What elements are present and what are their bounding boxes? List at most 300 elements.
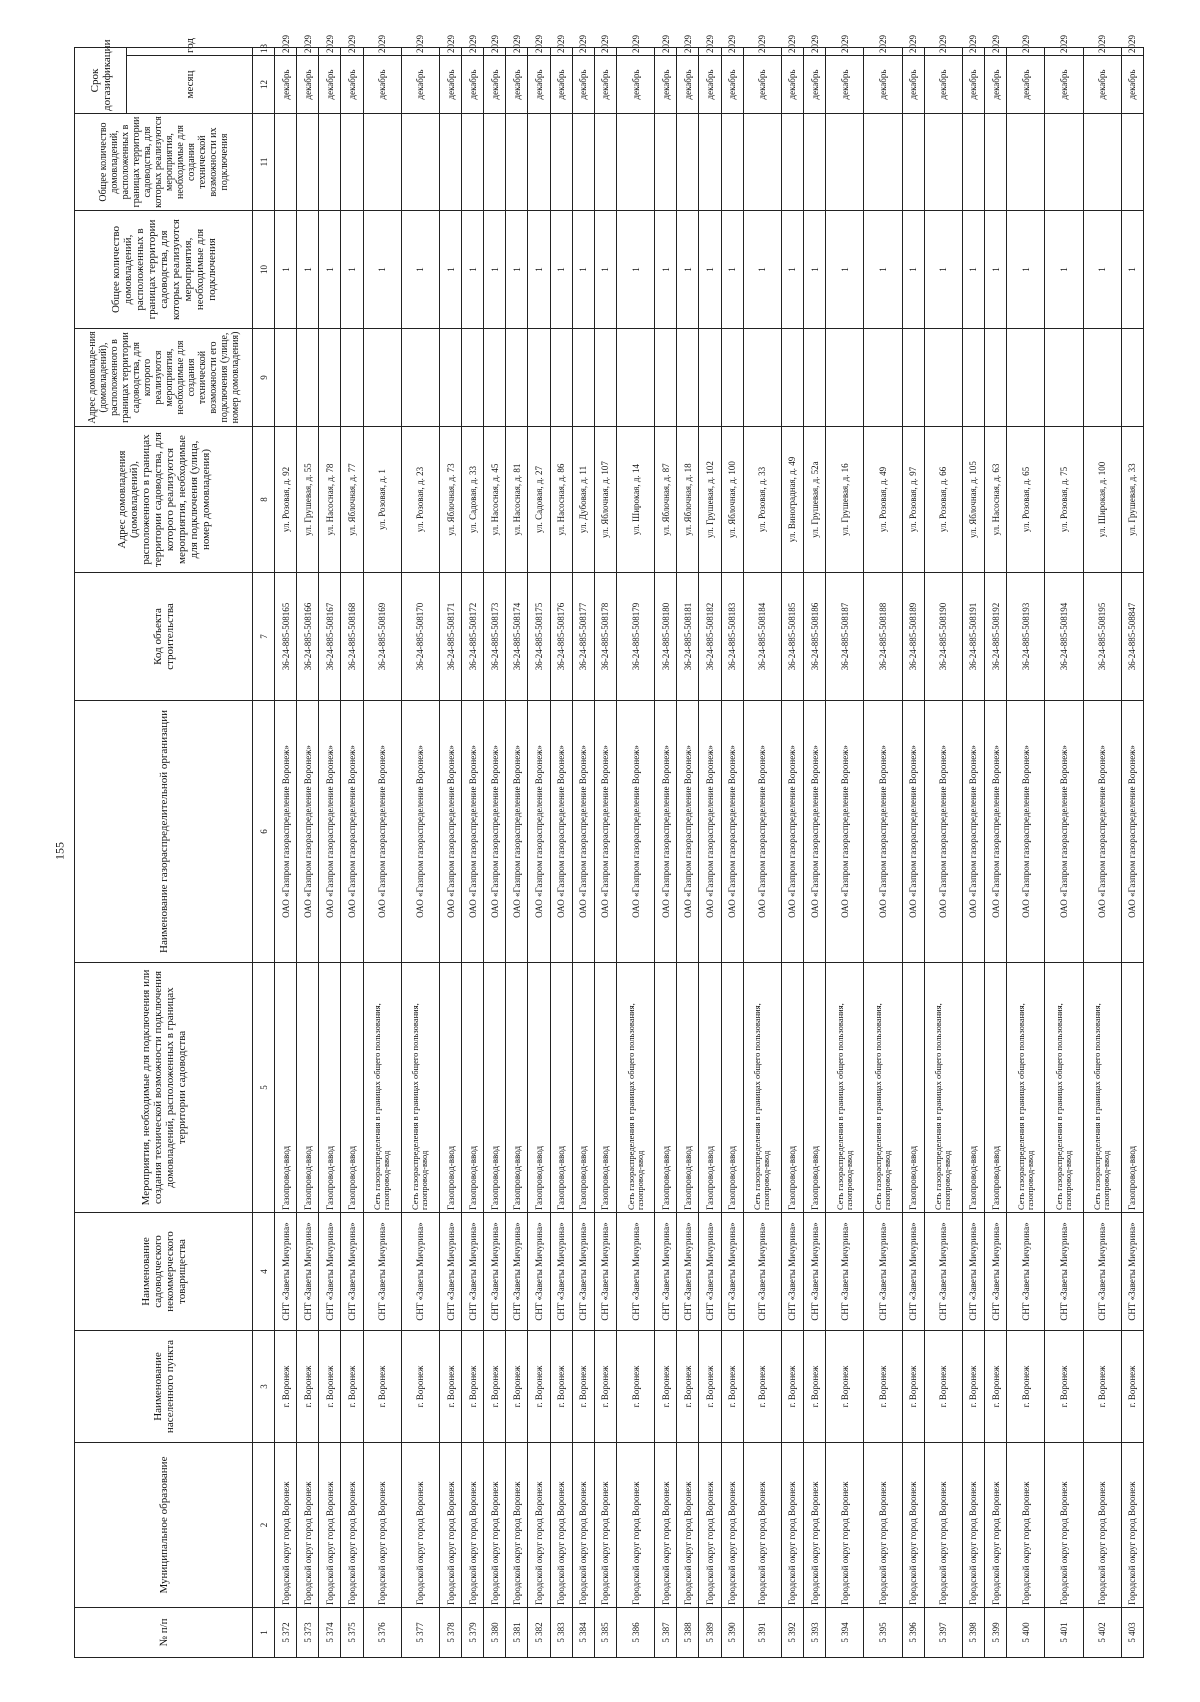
cell-measure: Газопровод-ввод	[484, 963, 506, 1213]
cell-gas-org: ОАО «Газпром газораспределение Воронеж»	[572, 701, 594, 963]
cell-snt: СНТ «Заветы Мичурина»	[363, 1213, 401, 1331]
cell-municipality: Городской округ город Воронеж	[1083, 1443, 1121, 1608]
cell-count-tech	[985, 114, 1007, 211]
table-row	[528, 47, 550, 1657]
cell-measure: Газопровод-ввод	[275, 963, 297, 1213]
cell-object-code: 36-24-885-508185	[781, 573, 803, 701]
cell-year: 2029	[721, 47, 743, 55]
cell-settlement: г. Воронеж	[1083, 1331, 1121, 1443]
cell-object-code: 36-24-885-508170	[401, 573, 439, 701]
cell-month: декабрь	[1045, 56, 1083, 114]
cell-measure: Газопровод-ввод	[439, 963, 461, 1213]
cell-object-code: 36-24-885-508190	[924, 573, 962, 701]
cell-year: 2029	[962, 47, 984, 55]
cell-count-tech	[677, 114, 699, 211]
cell-count-tech	[550, 114, 572, 211]
cell-gas-org: ОАО «Газпром газораспределение Воронеж»	[699, 701, 721, 963]
cell-row-number: 5 388	[677, 1608, 699, 1658]
header-code: Код объекта строительства	[75, 573, 253, 701]
cell-count-tech	[655, 114, 677, 211]
cell-address-tech	[319, 329, 341, 427]
cell-month: декабрь	[572, 56, 594, 114]
cell-row-number: 5 401	[1045, 1608, 1083, 1658]
cell-snt: СНТ «Заветы Мичурина»	[962, 1213, 984, 1331]
cell-object-code: 36-24-885-508184	[743, 573, 781, 701]
col-number: 13	[253, 47, 275, 55]
cell-row-number: 5 403	[1121, 1608, 1143, 1658]
cell-year: 2029	[462, 47, 484, 55]
cell-row-number: 5 398	[962, 1608, 984, 1658]
cell-year: 2029	[484, 47, 506, 55]
cell-gas-org: ОАО «Газпром газораспределение Воронеж»	[826, 701, 864, 963]
cell-row-number: 5 375	[341, 1608, 363, 1658]
cell-year: 2029	[1083, 47, 1121, 55]
table-row	[319, 47, 341, 1657]
cell-month: декабрь	[297, 56, 319, 114]
cell-address-tech	[550, 329, 572, 427]
cell-count-connect: 1	[319, 211, 341, 329]
cell-settlement: г. Воронеж	[319, 1331, 341, 1443]
header-cnt11: Общее количество домовладений, расположенных в границах территории садоводства, для которых реализуются мероприятия, необходимые для создания технической возможности их подключения	[75, 114, 253, 211]
header-mun: Муниципальное образование	[75, 1443, 253, 1608]
table-row	[699, 47, 721, 1657]
cell-row-number: 5 386	[616, 1608, 654, 1658]
cell-snt: СНТ «Заветы Мичурина»	[462, 1213, 484, 1331]
col-number: 10	[253, 211, 275, 329]
cell-gas-org: ОАО «Газпром газораспределение Воронеж»	[616, 701, 654, 963]
table-row	[616, 47, 654, 1657]
cell-municipality: Городской округ город Воронеж	[506, 1443, 528, 1608]
cell-gas-org: ОАО «Газпром газораспределение Воронеж»	[721, 701, 743, 963]
cell-year: 2029	[572, 47, 594, 55]
cell-gas-org: ОАО «Газпром газораспределение Воронеж»	[1007, 701, 1045, 963]
cell-month: декабрь	[462, 56, 484, 114]
cell-measure: Сеть газораспределения в границах общего пользования, газопровод-ввод	[826, 963, 864, 1213]
cell-snt: СНТ «Заветы Мичурина»	[721, 1213, 743, 1331]
cell-settlement: г. Воронеж	[401, 1331, 439, 1443]
cell-address-tech	[743, 329, 781, 427]
cell-year: 2029	[506, 47, 528, 55]
cell-row-number: 5 397	[924, 1608, 962, 1658]
cell-gas-org: ОАО «Газпром газораспределение Воронеж»	[594, 701, 616, 963]
cell-measure: Сеть газораспределения в границах общего пользования, газопровод-ввод	[1045, 963, 1083, 1213]
cell-measure: Газопровод-ввод	[341, 963, 363, 1213]
cell-month: декабрь	[721, 56, 743, 114]
cell-year: 2029	[275, 47, 297, 55]
cell-settlement: г. Воронеж	[721, 1331, 743, 1443]
cell-count-connect: 1	[655, 211, 677, 329]
cell-count-tech	[962, 114, 984, 211]
cell-address-tech	[902, 329, 924, 427]
cell-snt: СНТ «Заветы Мичурина»	[699, 1213, 721, 1331]
cell-row-number: 5 376	[363, 1608, 401, 1658]
cell-snt: СНТ «Заветы Мичурина»	[902, 1213, 924, 1331]
cell-gas-org: ОАО «Газпром газораспределение Воронеж»	[297, 701, 319, 963]
table-row	[401, 47, 439, 1657]
cell-gas-org: ОАО «Газпром газораспределение Воронеж»	[363, 701, 401, 963]
cell-address-tech	[1007, 329, 1045, 427]
cell-year: 2029	[1121, 47, 1143, 55]
cell-count-connect: 1	[864, 211, 902, 329]
cell-address: ул. Широкая, д. 14	[616, 427, 654, 573]
cell-address: ул. Грушевая, д. 102	[699, 427, 721, 573]
cell-object-code: 36-24-885-508174	[506, 573, 528, 701]
cell-gas-org: ОАО «Газпром газораспределение Воронеж»	[804, 701, 826, 963]
cell-object-code: 36-24-885-508166	[297, 573, 319, 701]
cell-month: декабрь	[699, 56, 721, 114]
cell-month: декабрь	[401, 56, 439, 114]
cell-count-connect: 1	[341, 211, 363, 329]
cell-month: декабрь	[962, 56, 984, 114]
cell-month: декабрь	[550, 56, 572, 114]
cell-municipality: Городской округ город Воронеж	[1121, 1443, 1143, 1608]
col-number: 12	[253, 56, 275, 114]
cell-measure: Сеть газораспределения в границах общего пользования, газопровод-ввод	[616, 963, 654, 1213]
cell-municipality: Городской округ город Воронеж	[985, 1443, 1007, 1608]
cell-municipality: Городской округ город Воронеж	[594, 1443, 616, 1608]
cell-measure: Сеть газораспределения в границах общего пользования, газопровод-ввод	[363, 963, 401, 1213]
cell-address: ул. Дубовая, д. 11	[572, 427, 594, 573]
cell-snt: СНТ «Заветы Мичурина»	[826, 1213, 864, 1331]
header-snt: Наименование садоводческого некоммерческого товарищества	[75, 1213, 253, 1331]
cell-address: ул. Розовая, д. 49	[864, 427, 902, 573]
cell-object-code: 36-24-885-508847	[1121, 573, 1143, 701]
cell-object-code: 36-24-885-508167	[319, 573, 341, 701]
cell-row-number: 5 396	[902, 1608, 924, 1658]
cell-object-code: 36-24-885-508189	[902, 573, 924, 701]
cell-gas-org: ОАО «Газпром газораспределение Воронеж»	[655, 701, 677, 963]
cell-count-tech	[804, 114, 826, 211]
cell-settlement: г. Воронеж	[550, 1331, 572, 1443]
cell-object-code: 36-24-885-508191	[962, 573, 984, 701]
cell-measure: Сеть газораспределения в границах общего пользования, газопровод-ввод	[864, 963, 902, 1213]
cell-count-tech	[319, 114, 341, 211]
cell-measure: Сеть газораспределения в границах общего пользования, газопровод-ввод	[1007, 963, 1045, 1213]
cell-object-code: 36-24-885-508177	[572, 573, 594, 701]
cell-gas-org: ОАО «Газпром газораспределение Воронеж»	[341, 701, 363, 963]
cell-row-number: 5 400	[1007, 1608, 1045, 1658]
table-row	[462, 47, 484, 1657]
col-number: 6	[253, 701, 275, 963]
cell-measure: Газопровод-ввод	[594, 963, 616, 1213]
cell-address: ул. Яблочная, д. 105	[962, 427, 984, 573]
cell-settlement: г. Воронеж	[594, 1331, 616, 1443]
cell-row-number: 5 394	[826, 1608, 864, 1658]
cell-address: ул. Яблочная, д. 73	[439, 427, 461, 573]
cell-measure: Газопровод-ввод	[804, 963, 826, 1213]
cell-snt: СНТ «Заветы Мичурина»	[401, 1213, 439, 1331]
cell-count-tech	[699, 114, 721, 211]
cell-address-tech	[506, 329, 528, 427]
table-row	[962, 47, 984, 1657]
cell-gas-org: ОАО «Газпром газораспределение Воронеж»	[781, 701, 803, 963]
cell-count-tech	[297, 114, 319, 211]
cell-year: 2029	[401, 47, 439, 55]
cell-address: ул. Грушевая, д. 16	[826, 427, 864, 573]
cell-count-connect: 1	[550, 211, 572, 329]
cell-gas-org: ОАО «Газпром газораспределение Воронеж»	[506, 701, 528, 963]
cell-municipality: Городской округ город Воронеж	[804, 1443, 826, 1608]
cell-measure: Газопровод-ввод	[572, 963, 594, 1213]
cell-row-number: 5 395	[864, 1608, 902, 1658]
cell-snt: СНТ «Заветы Мичурина»	[743, 1213, 781, 1331]
cell-settlement: г. Воронеж	[985, 1331, 1007, 1443]
cell-row-number: 5 387	[655, 1608, 677, 1658]
cell-count-tech	[743, 114, 781, 211]
cell-count-tech	[363, 114, 401, 211]
cell-count-connect: 1	[572, 211, 594, 329]
dogazification-table	[74, 35, 1144, 1658]
cell-count-connect: 1	[1007, 211, 1045, 329]
cell-address: ул. Розовая, д. 33	[743, 427, 781, 573]
cell-row-number: 5 374	[319, 1608, 341, 1658]
cell-gas-org: ОАО «Газпром газораспределение Воронеж»	[484, 701, 506, 963]
cell-month: декабрь	[655, 56, 677, 114]
header-row-1	[75, 47, 127, 1657]
cell-count-tech	[401, 114, 439, 211]
table-row	[484, 47, 506, 1657]
cell-address: ул. Розовая, д. 66	[924, 427, 962, 573]
cell-count-tech	[1121, 114, 1143, 211]
cell-municipality: Городской округ город Воронеж	[297, 1443, 319, 1608]
cell-object-code: 36-24-885-508169	[363, 573, 401, 701]
cell-municipality: Городской округ город Воронеж	[550, 1443, 572, 1608]
cell-count-connect: 1	[1045, 211, 1083, 329]
cell-month: декабрь	[902, 56, 924, 114]
cell-month: декабрь	[484, 56, 506, 114]
cell-year: 2029	[985, 47, 1007, 55]
cell-snt: СНТ «Заветы Мичурина»	[677, 1213, 699, 1331]
cell-municipality: Городской округ город Воронеж	[528, 1443, 550, 1608]
cell-address: ул. Насосная, д. 45	[484, 427, 506, 573]
cell-row-number: 5 385	[594, 1608, 616, 1658]
cell-year: 2029	[594, 47, 616, 55]
cell-count-connect: 1	[677, 211, 699, 329]
cell-count-connect: 1	[743, 211, 781, 329]
cell-measure: Сеть газораспределения в границах общего пользования, газопровод-ввод	[743, 963, 781, 1213]
cell-month: декабрь	[1083, 56, 1121, 114]
cell-object-code: 36-24-885-508165	[275, 573, 297, 701]
cell-settlement: г. Воронеж	[506, 1331, 528, 1443]
cell-municipality: Городской округ город Воронеж	[363, 1443, 401, 1608]
cell-count-connect: 1	[826, 211, 864, 329]
table-row	[826, 47, 864, 1657]
cell-count-tech	[924, 114, 962, 211]
cell-address-tech	[594, 329, 616, 427]
cell-count-tech	[275, 114, 297, 211]
cell-address-tech	[655, 329, 677, 427]
cell-measure: Газопровод-ввод	[550, 963, 572, 1213]
cell-municipality: Городской округ город Воронеж	[826, 1443, 864, 1608]
cell-year: 2029	[655, 47, 677, 55]
cell-settlement: г. Воронеж	[1121, 1331, 1143, 1443]
cell-count-connect: 1	[902, 211, 924, 329]
table-row	[572, 47, 594, 1657]
cell-snt: СНТ «Заветы Мичурина»	[550, 1213, 572, 1331]
table-row	[1045, 47, 1083, 1657]
cell-month: декабрь	[1007, 56, 1045, 114]
cell-snt: СНТ «Заветы Мичурина»	[1007, 1213, 1045, 1331]
cell-object-code: 36-24-885-508195	[1083, 573, 1121, 701]
cell-count-connect: 1	[275, 211, 297, 329]
cell-year: 2029	[439, 47, 461, 55]
cell-year: 2029	[319, 47, 341, 55]
cell-count-connect: 1	[721, 211, 743, 329]
cell-count-connect: 1	[363, 211, 401, 329]
table-row	[363, 47, 401, 1657]
table-row	[655, 47, 677, 1657]
cell-address: ул. Яблочная, д. 100	[721, 427, 743, 573]
col-number: 3	[253, 1331, 275, 1443]
cell-municipality: Городской округ город Воронеж	[439, 1443, 461, 1608]
cell-address: ул. Насосная, д. 78	[319, 427, 341, 573]
cell-row-number: 5 381	[506, 1608, 528, 1658]
cell-count-connect: 1	[462, 211, 484, 329]
cell-measure: Газопровод-ввод	[699, 963, 721, 1213]
cell-address: ул. Насосная, д. 86	[550, 427, 572, 573]
cell-object-code: 36-24-885-508179	[616, 573, 654, 701]
cell-gas-org: ОАО «Газпром газораспределение Воронеж»	[962, 701, 984, 963]
cell-address: ул. Розовая, д. 1	[363, 427, 401, 573]
cell-snt: СНТ «Заветы Мичурина»	[506, 1213, 528, 1331]
cell-address-tech	[781, 329, 803, 427]
cell-month: декабрь	[341, 56, 363, 114]
cell-address: ул. Широкая, д. 100	[1083, 427, 1121, 573]
cell-gas-org: ОАО «Газпром газораспределение Воронеж»	[439, 701, 461, 963]
page-number: 155	[52, 842, 67, 860]
column-numbers-row	[253, 47, 275, 1657]
cell-month: декабрь	[924, 56, 962, 114]
cell-count-tech	[826, 114, 864, 211]
cell-gas-org: ОАО «Газпром газораспределение Воронеж»	[902, 701, 924, 963]
cell-object-code: 36-24-885-508171	[439, 573, 461, 701]
cell-year: 2029	[297, 47, 319, 55]
cell-year: 2029	[1045, 47, 1083, 55]
cell-gas-org: ОАО «Газпром газораспределение Воронеж»	[275, 701, 297, 963]
cell-month: декабрь	[506, 56, 528, 114]
table-row	[677, 47, 699, 1657]
cell-snt: СНТ «Заветы Мичурина»	[804, 1213, 826, 1331]
cell-object-code: 36-24-885-508186	[804, 573, 826, 701]
table-row	[864, 47, 902, 1657]
cell-object-code: 36-24-885-508194	[1045, 573, 1083, 701]
cell-address-tech	[1121, 329, 1143, 427]
cell-municipality: Городской округ город Воронеж	[319, 1443, 341, 1608]
cell-gas-org: ОАО «Газпром газораспределение Воронеж»	[985, 701, 1007, 963]
cell-settlement: г. Воронеж	[962, 1331, 984, 1443]
cell-snt: СНТ «Заветы Мичурина»	[1083, 1213, 1121, 1331]
col-number: 5	[253, 963, 275, 1213]
cell-settlement: г. Воронеж	[462, 1331, 484, 1443]
cell-count-tech	[1083, 114, 1121, 211]
cell-address-tech	[616, 329, 654, 427]
cell-address: ул. Яблочная, д. 87	[655, 427, 677, 573]
cell-row-number: 5 382	[528, 1608, 550, 1658]
cell-address-tech	[962, 329, 984, 427]
cell-object-code: 36-24-885-508193	[1007, 573, 1045, 701]
table-row	[550, 47, 572, 1657]
cell-snt: СНТ «Заветы Мичурина»	[616, 1213, 654, 1331]
table-row	[1007, 47, 1045, 1657]
table-row	[1083, 47, 1121, 1657]
table-row	[275, 47, 297, 1657]
cell-address-tech	[572, 329, 594, 427]
cell-row-number: 5 399	[985, 1608, 1007, 1658]
cell-address: ул. Розовая, д. 65	[1007, 427, 1045, 573]
header-deadline: Срок догазификации	[75, 47, 127, 113]
cell-municipality: Городской округ город Воронеж	[962, 1443, 984, 1608]
cell-settlement: г. Воронеж	[655, 1331, 677, 1443]
cell-gas-org: ОАО «Газпром газораспределение Воронеж»	[677, 701, 699, 963]
cell-municipality: Городской округ город Воронеж	[484, 1443, 506, 1608]
cell-count-tech	[1045, 114, 1083, 211]
cell-settlement: г. Воронеж	[1045, 1331, 1083, 1443]
cell-row-number: 5 372	[275, 1608, 297, 1658]
cell-settlement: г. Воронеж	[363, 1331, 401, 1443]
cell-address-tech	[401, 329, 439, 427]
cell-year: 2029	[616, 47, 654, 55]
cell-municipality: Городской округ город Воронеж	[924, 1443, 962, 1608]
cell-row-number: 5 384	[572, 1608, 594, 1658]
header-gro: Наименование газораспределительной организации	[75, 701, 253, 963]
cell-count-connect: 1	[439, 211, 461, 329]
cell-address: ул. Грушевая, д. 52а	[804, 427, 826, 573]
cell-row-number: 5 383	[550, 1608, 572, 1658]
cell-snt: СНТ «Заветы Мичурина»	[924, 1213, 962, 1331]
cell-address: ул. Садовая, д. 33	[462, 427, 484, 573]
header-year: год	[127, 47, 253, 55]
cell-count-tech	[572, 114, 594, 211]
cell-object-code: 36-24-885-508182	[699, 573, 721, 701]
cell-settlement: г. Воронеж	[616, 1331, 654, 1443]
cell-measure: Сеть газораспределения в границах общего пользования, газопровод-ввод	[1083, 963, 1121, 1213]
cell-address-tech	[528, 329, 550, 427]
cell-count-tech	[781, 114, 803, 211]
cell-municipality: Городской округ город Воронеж	[655, 1443, 677, 1608]
cell-gas-org: ОАО «Газпром газораспределение Воронеж»	[462, 701, 484, 963]
cell-measure: Газопровод-ввод	[781, 963, 803, 1213]
cell-settlement: г. Воронеж	[924, 1331, 962, 1443]
cell-month: декабрь	[594, 56, 616, 114]
cell-address-tech	[462, 329, 484, 427]
cell-snt: СНТ «Заветы Мичурина»	[1121, 1213, 1143, 1331]
cell-settlement: г. Воронеж	[439, 1331, 461, 1443]
cell-count-connect: 1	[699, 211, 721, 329]
cell-measure: Газопровод-ввод	[1121, 963, 1143, 1213]
cell-address-tech	[804, 329, 826, 427]
cell-address: ул. Розовая, д. 92	[275, 427, 297, 573]
cell-count-connect: 1	[962, 211, 984, 329]
rotated-table-container	[74, 35, 1144, 1658]
cell-count-connect: 1	[484, 211, 506, 329]
table-body	[253, 35, 1144, 1657]
cell-count-connect: 1	[924, 211, 962, 329]
cell-month: декабрь	[1121, 56, 1143, 114]
table-row	[594, 47, 616, 1657]
cell-gas-org: ОАО «Газпром газораспределение Воронеж»	[319, 701, 341, 963]
cell-address: ул. Розовая, д. 75	[1045, 427, 1083, 573]
cell-row-number: 5 391	[743, 1608, 781, 1658]
table-row	[743, 47, 781, 1657]
cell-measure: Газопровод-ввод	[677, 963, 699, 1213]
cell-settlement: г. Воронеж	[297, 1331, 319, 1443]
cell-year: 2029	[550, 47, 572, 55]
col-number: 8	[253, 427, 275, 573]
cell-month: декабрь	[616, 56, 654, 114]
cell-month: декабрь	[804, 56, 826, 114]
cell-row-number: 5 377	[401, 1608, 439, 1658]
col-number: 1	[253, 1608, 275, 1658]
